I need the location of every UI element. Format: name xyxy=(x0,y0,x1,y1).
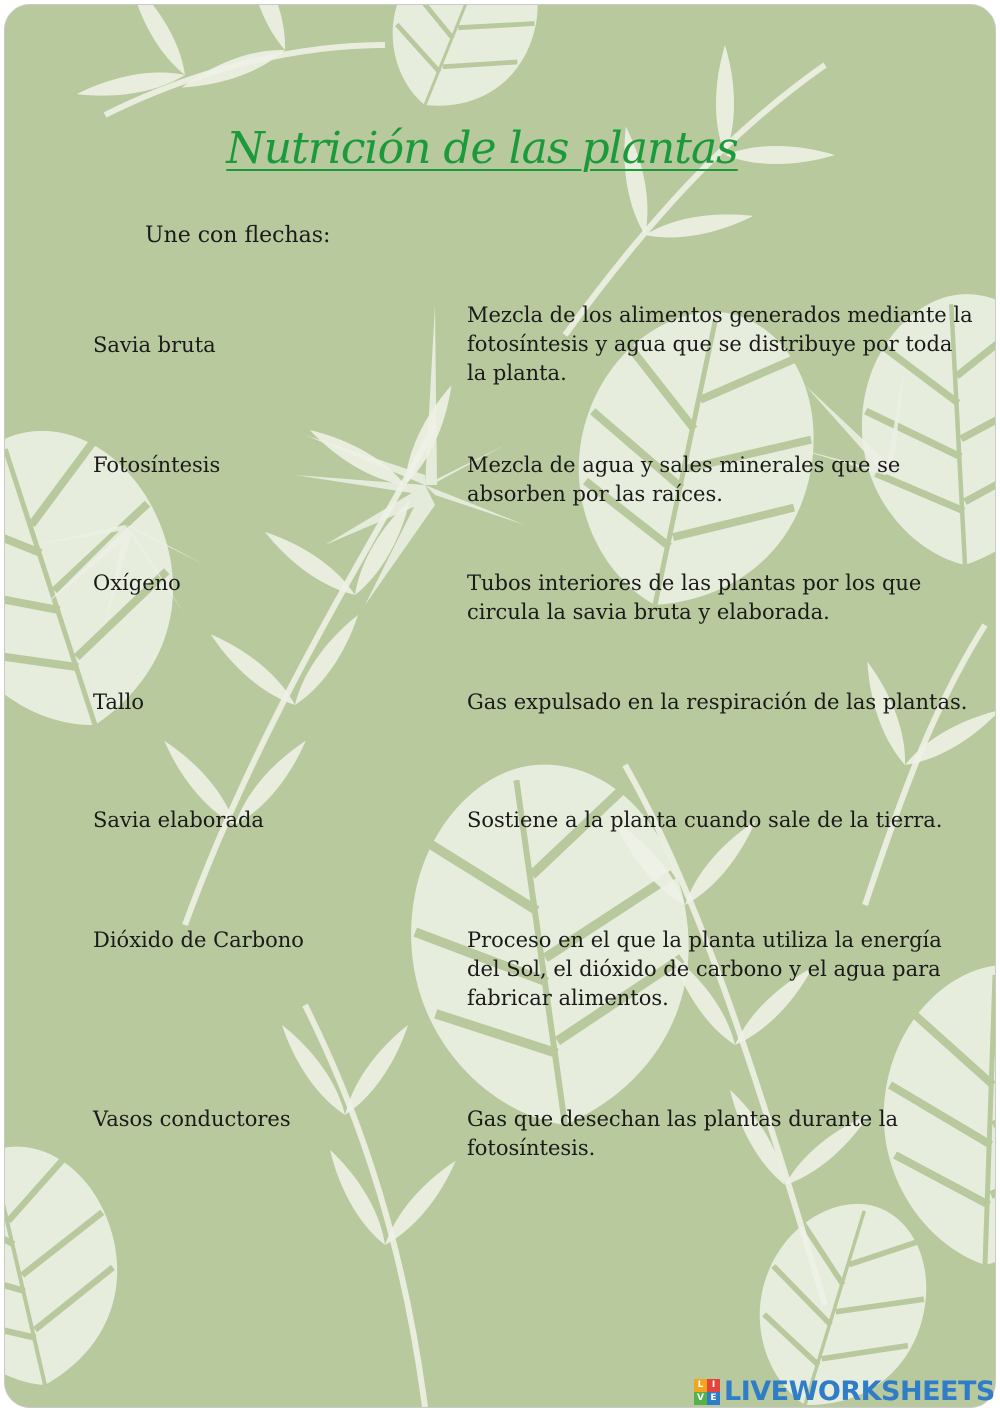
worksheet-title xyxy=(5,123,995,174)
logo-letter: I xyxy=(707,1379,720,1392)
logo-letter: V xyxy=(694,1392,707,1405)
definition-item[interactable]: Mezcla de los alimentos generados mediante la fotosíntesis y agua que se distribuye por toda la planta. xyxy=(467,303,973,385)
liveworksheets-logo-icon xyxy=(694,1379,720,1405)
term-item[interactable]: Vasos conductores xyxy=(93,1107,291,1131)
definition-item[interactable]: Gas que desechan las plantas durante la fotosíntesis. xyxy=(467,1107,899,1160)
liveworksheets-brand xyxy=(694,1376,995,1407)
worksheet-page xyxy=(4,4,996,1408)
definition-item[interactable]: Mezcla de agua y sales minerales que se absorben por las raíces. xyxy=(467,453,901,506)
brand-name: LIVEWORKSHEETS xyxy=(724,1376,995,1407)
term-item[interactable]: Savia bruta xyxy=(93,333,216,357)
term-item[interactable]: Dióxido de Carbono xyxy=(93,928,304,952)
logo-letter: E xyxy=(707,1392,720,1405)
definition-item[interactable]: Tubos interiores de las plantas por los que circula la savia bruta y elaborada. xyxy=(467,571,922,624)
term-item[interactable]: Savia elaborada xyxy=(93,808,264,832)
term-item[interactable]: Fotosíntesis xyxy=(93,453,221,477)
instruction-text: Une con flechas: xyxy=(145,223,331,248)
definition-item[interactable]: Gas expulsado en la respiración de las plantas. xyxy=(467,690,968,714)
definition-item[interactable]: Sostiene a la planta cuando sale de la tierra. xyxy=(467,808,943,832)
term-item[interactable]: Tallo xyxy=(93,690,144,714)
term-item[interactable]: Oxígeno xyxy=(93,571,181,595)
logo-letter: L xyxy=(694,1379,707,1392)
definition-item[interactable]: Proceso en el que la planta utiliza la energía del Sol, el dióxido de carbono y el agua para fabricar alimentos. xyxy=(467,928,942,1010)
title-text: Nutrición de las plantas xyxy=(226,123,738,174)
